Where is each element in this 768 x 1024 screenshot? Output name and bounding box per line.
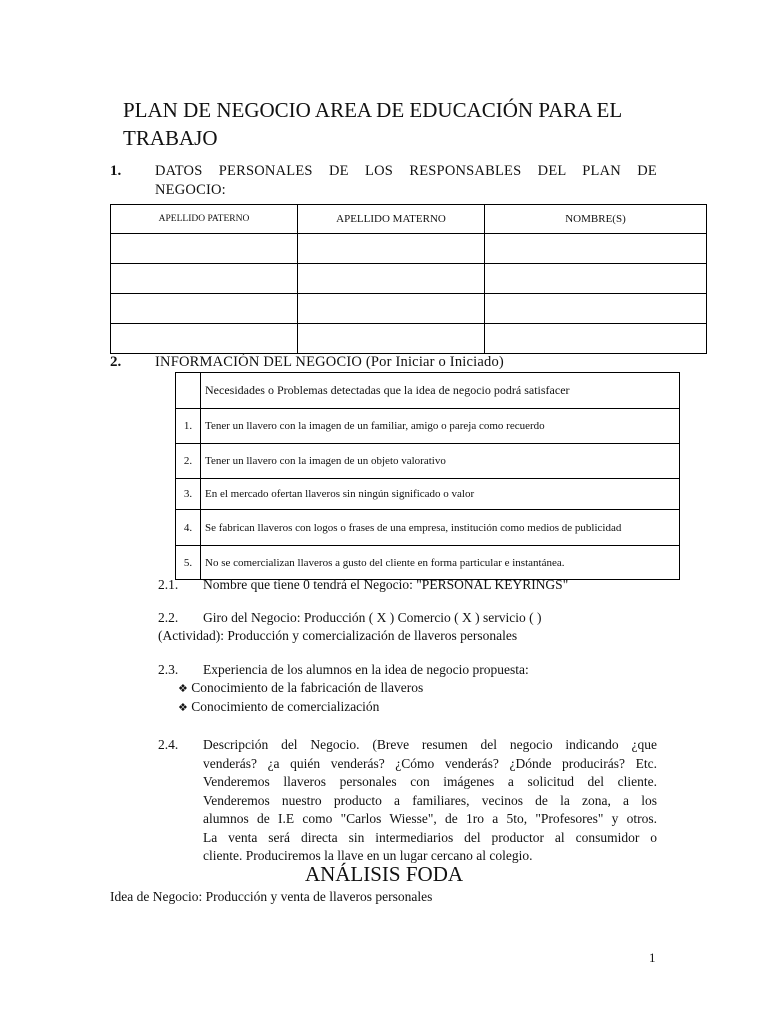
responsables-table <box>110 204 707 354</box>
table-row <box>176 444 680 479</box>
row-text: En el mercado ofertan llaveros sin ningún significado o valor <box>201 479 680 510</box>
table-header: Necesidades o Problemas detectadas que la idea de negocio podrá satisfacer <box>201 373 680 409</box>
page-title: PLAN DE NEGOCIO AREA DE EDUCACIÓN PARA EL TRABAJO <box>123 98 622 150</box>
foda-title: ANÁLISIS FODA <box>304 862 464 886</box>
subsection-paragraph <box>203 736 657 866</box>
row-number: 3. <box>176 479 201 510</box>
paragraph-line: Venderemos nuestro producto a familiares, vecinos de la zona, a los <box>203 792 657 808</box>
section-number: 2. <box>110 354 122 370</box>
section-heading: INFORMACIÓN DEL NEGOCIO (Por Iniciar o Iniciado) <box>155 354 504 370</box>
subsection-text: Nombre que tiene 0 tendrá el Negocio: "PERSONAL KEYRINGS" <box>203 577 569 592</box>
row-number: 1. <box>176 409 201 444</box>
bullet-item <box>178 680 423 696</box>
paragraph-line: La venta será directa sin intermediarios del productor al consumidor o <box>203 829 657 845</box>
table-header: APELLIDO MATERNO <box>298 205 485 234</box>
section-heading: DATOS PERSONALES DE LOS RESPONSABLES DEL PLAN DE <box>155 163 657 179</box>
diamond-bullet-icon: ❖ <box>178 682 188 695</box>
paragraph-line: Descripción del Negocio. (Breve resumen del negocio indicando ¿que <box>203 737 657 752</box>
table-header: NOMBRE(S) <box>485 205 707 234</box>
paragraph-line: alumnos de I.E como "Carlos Wiesse", de 1ro a 5to, "Profesores" y otros. <box>203 811 657 826</box>
section-heading-cont: NEGOCIO: <box>155 182 226 198</box>
table-row <box>176 479 680 510</box>
row-text: Se fabrican llaveros con logos o frases de una empresa, institución como medios de publicidad <box>201 510 680 546</box>
row-text: Tener un llavero con la imagen de un familiar, amigo o pareja como recuerdo <box>201 409 680 444</box>
row-text: Tener un llavero con la imagen de un objeto valorativo <box>201 444 680 479</box>
section-number: 1. <box>110 163 122 179</box>
table-header: APELLIDO PATERNO <box>111 205 298 234</box>
business-idea: Idea de Negocio: Producción y venta de llaveros personales <box>110 889 433 904</box>
page-number: 1 <box>649 950 656 965</box>
table-row <box>176 510 680 546</box>
row-number: 5. <box>176 546 201 580</box>
row-number: 4. <box>176 510 201 546</box>
table-row <box>111 234 707 264</box>
subsection-number: 2.4. <box>158 737 179 752</box>
subsection-text-cont: (Actividad): Producción y comercialización de llaveros personales <box>158 628 518 643</box>
row-text: No se comercializan llaveros a gusto del cliente en forma particular e instantánea. <box>201 546 680 580</box>
subsection-number: 2.1. <box>158 577 179 592</box>
bullet-text: Conocimiento de comercialización <box>191 699 380 714</box>
table-row <box>111 264 707 294</box>
bullet-item <box>178 699 379 715</box>
subsection-text: Experiencia de los alumnos en la idea de negocio propuesta: <box>203 662 529 677</box>
paragraph-line: venderás? ¿a quién venderás? ¿Cómo venderás? ¿Dónde producirás? Etc. <box>203 755 657 771</box>
bullet-text: Conocimiento de la fabricación de llaveros <box>191 680 424 695</box>
table-row <box>111 324 707 354</box>
necesidades-table <box>175 372 680 580</box>
table-row <box>111 294 707 324</box>
subsection-number: 2.3. <box>158 662 179 677</box>
diamond-bullet-icon: ❖ <box>178 701 188 714</box>
table-row <box>176 409 680 444</box>
paragraph-line: Venderemos llaveros personales con imágenes a solicitud del cliente. <box>203 774 657 789</box>
row-number: 2. <box>176 444 201 479</box>
subsection-text: Giro del Negocio: Producción ( X ) Comercio ( X ) servicio ( ) <box>203 610 542 625</box>
table-row <box>176 546 680 580</box>
paragraph-line: cliente. Produciremos la llave en un lugar cercano al colegio. <box>203 848 533 863</box>
subsection-number: 2.2. <box>158 610 179 625</box>
